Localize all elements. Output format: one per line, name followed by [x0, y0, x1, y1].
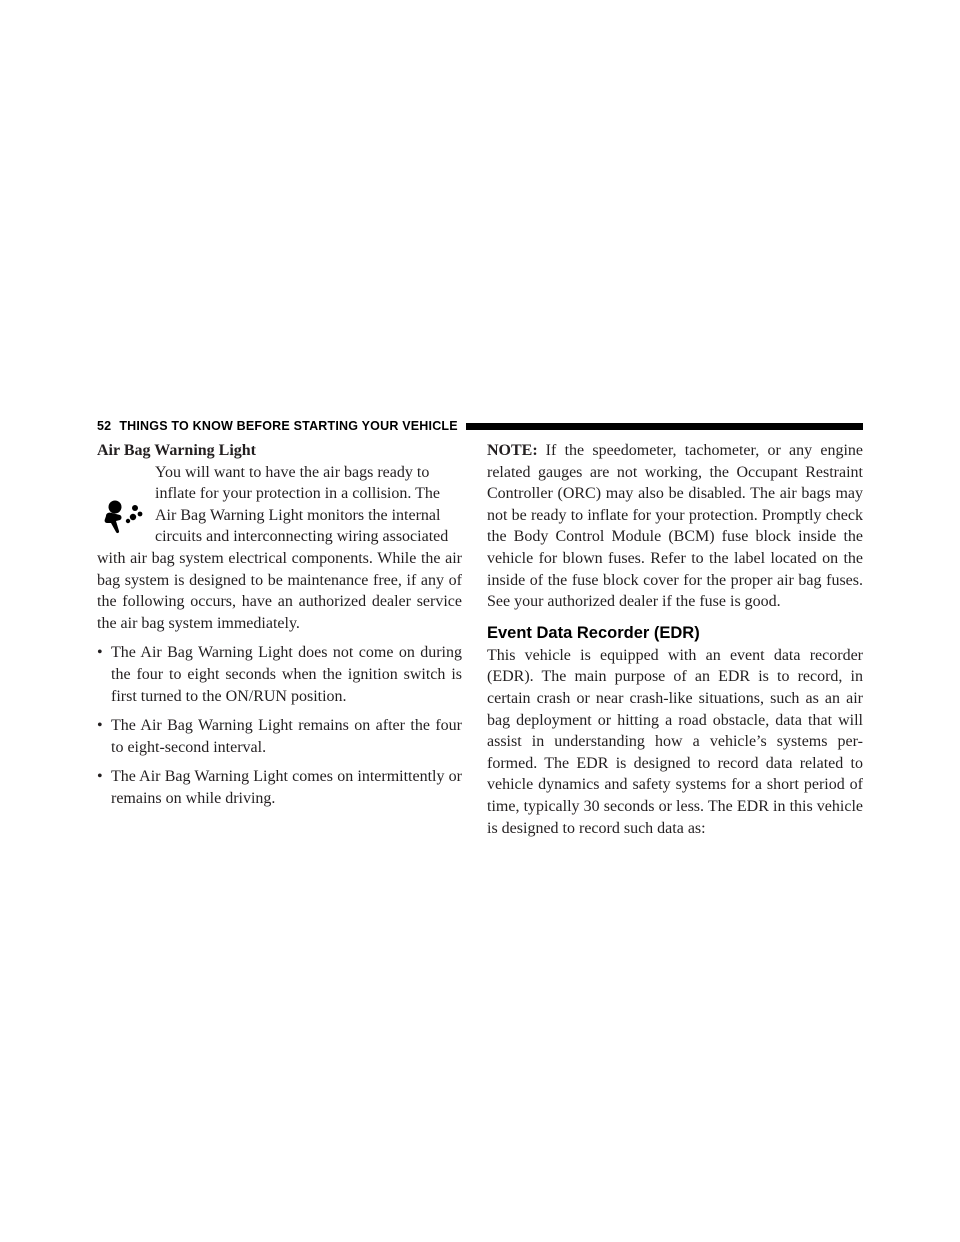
edr-paragraph: This vehicle is equipped with an event data recorder (EDR). The main purpose of an EDR is to record, in certain crash or near crash-like situations, such as an air bag deployment or hitting a road obstacle, data that will assist in understanding how a vehicle’s systems per-formed. The EDR is designed to record data related to vehicle dynamics and safety systems for a short period of time, typically 30 seconds or less. The EDR in this vehicle is designed to record such data as:	[487, 646, 863, 837]
chapter-title: THINGS TO KNOW BEFORE STARTING YOUR VEHICLE	[119, 419, 458, 433]
airbag-warning-heading: Air Bag Warning Light	[97, 442, 256, 459]
header-rule	[466, 423, 863, 430]
note-label: NOTE:	[487, 442, 538, 459]
list-item: • The Air Bag Warning Light does not come on during the four to eight seconds when the ignition switch is first turned to the ON/RUN position.	[97, 644, 462, 705]
list-item: • The Air Bag Warning Light comes on intermittently or remains on while driving.	[97, 768, 462, 807]
intro-line-4: circuits and interconnecting wiring associated	[155, 528, 449, 546]
bullet-icon: •	[97, 717, 103, 735]
page-header	[97, 418, 863, 434]
intro-line-3: Air Bag Warning Light monitors the internal	[155, 506, 441, 524]
intro-line-1: You will want to have the air bags ready to	[155, 463, 430, 481]
right-column	[487, 440, 863, 839]
airbag-intro	[97, 462, 462, 635]
intro-line-2: inflate for your protection in a collision. The	[155, 485, 440, 503]
edr-heading: Event Data Recorder (EDR)	[487, 623, 700, 642]
intro-paragraph-rest: with air bag system electrical components. While the air bag system is designed to be maintenance free, if any of the following occurs, have an authorized dealer service the air bag system immediately.	[97, 549, 462, 632]
left-column	[97, 440, 462, 818]
page-number: 52	[97, 419, 112, 433]
airbag-warning-icon	[103, 498, 151, 538]
airbag-conditions-list	[97, 642, 462, 809]
note-text: If the speedometer, tachometer, or any engine related gauges are not working, the Occupant Restraint Controller (ORC) may also be disabled. The air bags may not be ready to inflate for your protection. Promptly check the Body Control Module (BCM) fuse block inside the vehicle for blown fuses. Refer to the label located on the inside of the fuse block cover for the proper air bag fuses. See your authorized dealer if the fuse is good.	[487, 442, 863, 611]
bullet-icon: •	[97, 644, 103, 662]
bullet-icon: •	[97, 768, 103, 786]
list-item: • The Air Bag Warning Light remains on after the four to eight-second interval.	[97, 717, 462, 756]
note-paragraph	[487, 440, 863, 613]
